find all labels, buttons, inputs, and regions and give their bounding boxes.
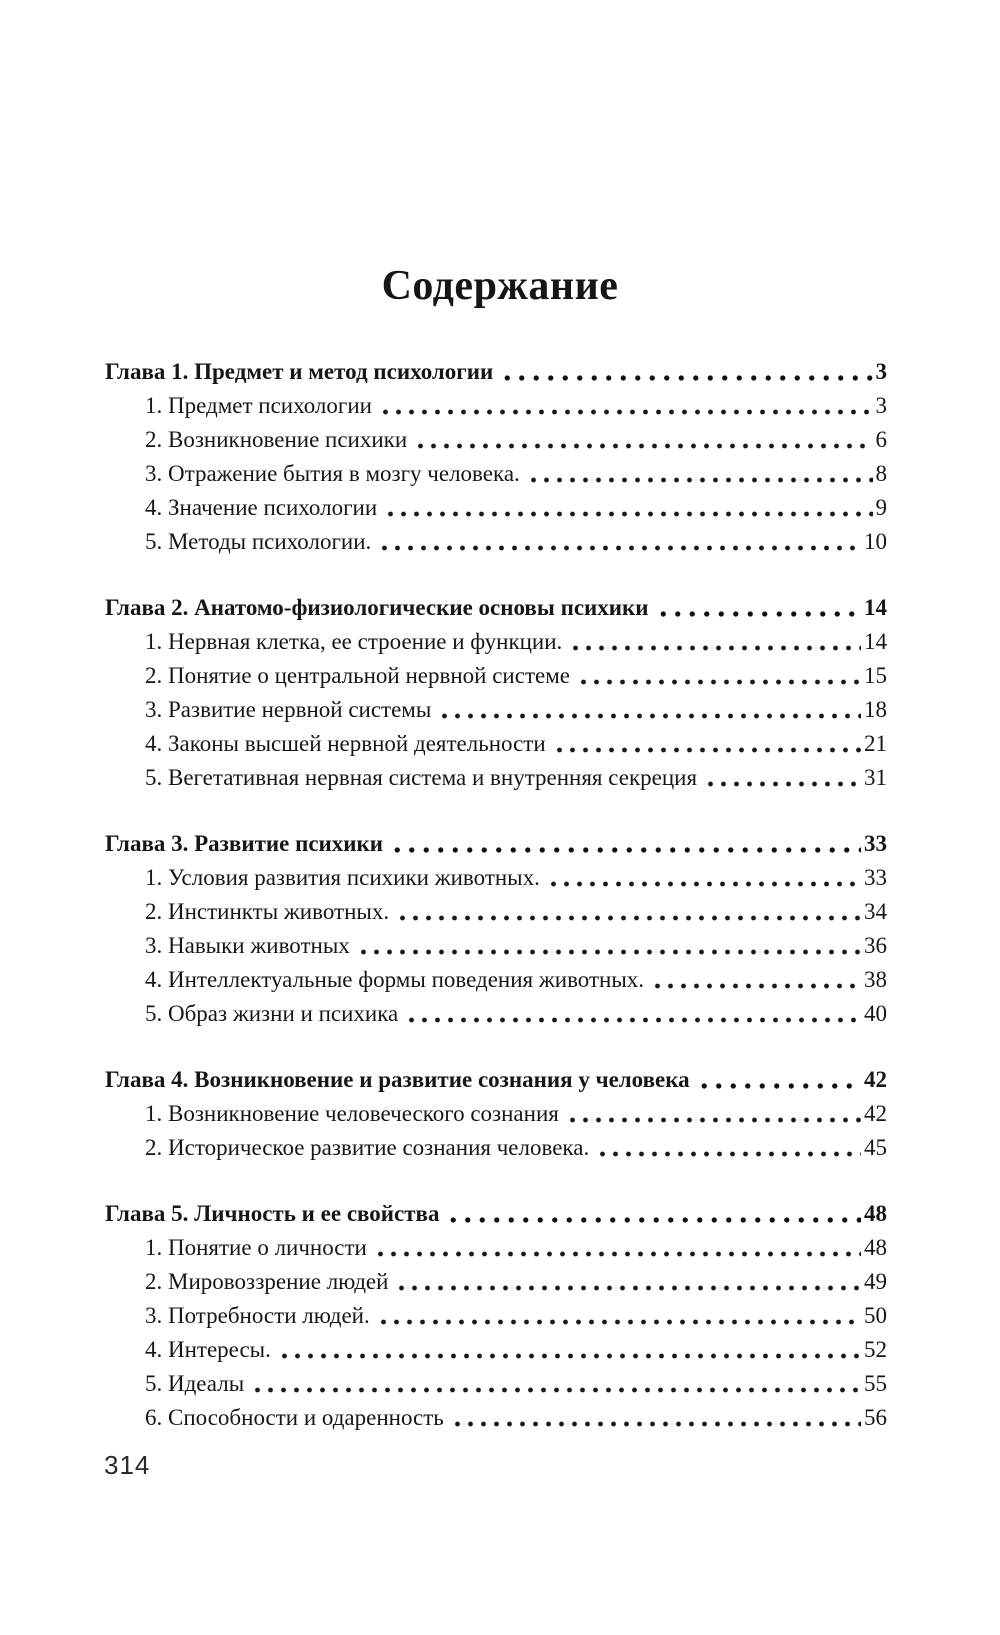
toc-entry-page-number: 36 xyxy=(864,933,887,958)
toc-entry-page-number: 31 xyxy=(864,765,887,790)
dot-leader xyxy=(577,659,861,693)
dot-leader xyxy=(438,693,861,727)
toc-entry-label: 5. Вегетативная нервная система и внутренняя секреция xyxy=(145,765,698,790)
toc-entry-page-number: 18 xyxy=(864,697,887,722)
toc-entry-label: 5. Методы психологии. xyxy=(145,529,372,554)
dot-leader xyxy=(697,1063,861,1097)
toc-entry xyxy=(105,1131,887,1165)
chapter-page-number: 14 xyxy=(864,595,887,620)
toc-entry-page-number: 38 xyxy=(864,967,887,992)
toc-chapter-5 xyxy=(105,1197,887,1435)
toc-chapter-heading xyxy=(105,355,887,389)
chapter-title: Глава 3. Развитие психики xyxy=(105,831,384,856)
toc-entry-page-number: 48 xyxy=(864,1235,887,1260)
toc-chapter-2 xyxy=(105,591,887,795)
toc-entry-label: 3. Потребности людей. xyxy=(145,1303,370,1328)
toc-entry xyxy=(105,1333,887,1367)
dot-leader xyxy=(527,457,873,491)
toc-entry-label: 2. Историческое развитие сознания человека. xyxy=(145,1135,590,1160)
toc-entry-page-number: 33 xyxy=(864,865,887,890)
toc-entry xyxy=(105,423,887,457)
toc-entry-page-number: 15 xyxy=(864,663,887,688)
toc-entry-page-number: 52 xyxy=(864,1337,887,1362)
dot-leader xyxy=(547,861,861,895)
dot-leader xyxy=(569,625,861,659)
toc-chapter-1 xyxy=(105,355,887,559)
toc-entry-label: 4. Значение психологии xyxy=(145,495,378,520)
dot-leader xyxy=(414,423,872,457)
chapter-title: Глава 2. Анатомо-физиологические основы психики xyxy=(105,595,649,620)
toc-entry-page-number: 42 xyxy=(864,1101,887,1126)
toc-entry xyxy=(105,525,887,559)
chapter-page-number: 48 xyxy=(864,1201,887,1226)
toc-chapter-heading xyxy=(105,1197,887,1231)
toc-chapter-heading xyxy=(105,1063,887,1097)
toc-entry-page-number: 55 xyxy=(864,1371,887,1396)
toc-entry xyxy=(105,1231,887,1265)
toc-entry-label: 2. Инстинкты животных. xyxy=(145,899,390,924)
toc-entry-label: 2. Мировоззрение людей xyxy=(145,1269,389,1294)
dot-leader xyxy=(553,727,861,761)
chapter-title: Глава 5. Личность и ее свойства xyxy=(105,1201,440,1226)
toc-chapter-4 xyxy=(105,1063,887,1165)
table-of-contents xyxy=(105,355,887,1435)
dot-leader xyxy=(278,1333,861,1367)
toc-entry xyxy=(105,1299,887,1333)
toc-chapter-heading xyxy=(105,827,887,861)
toc-entry-page-number: 14 xyxy=(864,629,887,654)
chapter-title: Глава 4. Возникновение и развитие сознания у человека xyxy=(105,1067,690,1092)
toc-entry xyxy=(105,1265,887,1299)
toc-entry-label: 1. Условия развития психики животных. xyxy=(145,865,540,890)
toc-entry-label: 1. Возникновение человеческого сознания xyxy=(145,1101,559,1126)
toc-entry-page-number: 8 xyxy=(875,461,887,486)
toc-entry-page-number: 21 xyxy=(864,731,887,756)
dot-leader xyxy=(395,1265,861,1299)
toc-entry-label: 5. Образ жизни и психика xyxy=(145,1001,399,1026)
dot-leader xyxy=(704,761,861,795)
toc-entry-page-number: 34 xyxy=(864,899,887,924)
toc-entry-label: 3. Навыки животных xyxy=(145,933,350,958)
dot-leader xyxy=(596,1131,861,1165)
toc-entry-page-number: 9 xyxy=(875,495,887,520)
dot-leader xyxy=(396,895,861,929)
dot-leader xyxy=(446,1197,861,1231)
toc-entry-page-number: 56 xyxy=(864,1405,887,1430)
toc-entry xyxy=(105,727,887,761)
toc-entry xyxy=(105,997,887,1031)
toc-entry-page-number: 10 xyxy=(864,529,887,554)
toc-entry-page-number: 3 xyxy=(875,393,887,418)
dot-leader xyxy=(651,963,861,997)
toc-entry-label: 2. Возникновение психики xyxy=(145,427,408,452)
toc-entry xyxy=(105,929,887,963)
toc-entry-page-number: 40 xyxy=(864,1001,887,1026)
toc-entry xyxy=(105,693,887,727)
dot-leader xyxy=(378,525,861,559)
toc-chapter-heading xyxy=(105,591,887,625)
chapter-page-number: 33 xyxy=(864,831,887,856)
chapter-page-number: 42 xyxy=(864,1067,887,1092)
toc-entry xyxy=(105,1097,887,1131)
toc-entry-label: 6. Способности и одаренность xyxy=(145,1405,444,1430)
toc-entry xyxy=(105,963,887,997)
toc-chapter-3 xyxy=(105,827,887,1031)
dot-leader xyxy=(379,389,873,423)
dot-leader xyxy=(384,491,872,525)
dot-leader xyxy=(377,1299,861,1333)
page-folio-number: 314 xyxy=(104,1450,151,1480)
chapter-title: Глава 1. Предмет и метод психологии xyxy=(105,359,494,384)
dot-leader xyxy=(390,827,861,861)
toc-entry xyxy=(105,491,887,525)
toc-entry xyxy=(105,895,887,929)
toc-entry xyxy=(105,457,887,491)
toc-entry xyxy=(105,625,887,659)
toc-entry xyxy=(105,1401,887,1435)
toc-entry-label: 3. Отражение бытия в мозгу человека. xyxy=(145,461,520,486)
toc-entry-label: 4. Интересы. xyxy=(145,1337,271,1362)
chapter-page-number: 3 xyxy=(875,359,887,384)
toc-entry-page-number: 45 xyxy=(864,1135,887,1160)
page-title: Содержание xyxy=(381,263,619,309)
toc-entry xyxy=(105,861,887,895)
toc-entry xyxy=(105,389,887,423)
toc-entry-label: 1. Предмет психологии xyxy=(145,393,372,418)
toc-entry-label: 1. Нервная клетка, ее строение и функции. xyxy=(145,629,563,654)
dot-leader xyxy=(251,1367,861,1401)
toc-entry-label: 1. Понятие о личности xyxy=(145,1235,367,1260)
dot-leader xyxy=(451,1401,861,1435)
toc-entry xyxy=(105,1367,887,1401)
dot-leader xyxy=(374,1231,861,1265)
toc-entry-label: 4. Законы высшей нервной деятельности xyxy=(145,731,546,756)
toc-entry-page-number: 6 xyxy=(875,427,887,452)
toc-entry-label: 4. Интеллектуальные формы поведения животных. xyxy=(145,967,645,992)
dot-leader xyxy=(656,591,861,625)
toc-entry-label: 5. Идеалы xyxy=(145,1371,245,1396)
dot-leader xyxy=(357,929,861,963)
toc-entry-label: 3. Развитие нервной системы xyxy=(145,697,432,722)
dot-leader xyxy=(500,355,872,389)
toc-entry-page-number: 50 xyxy=(864,1303,887,1328)
dot-leader xyxy=(566,1097,861,1131)
dot-leader xyxy=(405,997,861,1031)
toc-entry xyxy=(105,761,887,795)
toc-entry xyxy=(105,659,887,693)
toc-entry-page-number: 49 xyxy=(864,1269,887,1294)
toc-entry-label: 2. Понятие о центральной нервной системе xyxy=(145,663,570,688)
